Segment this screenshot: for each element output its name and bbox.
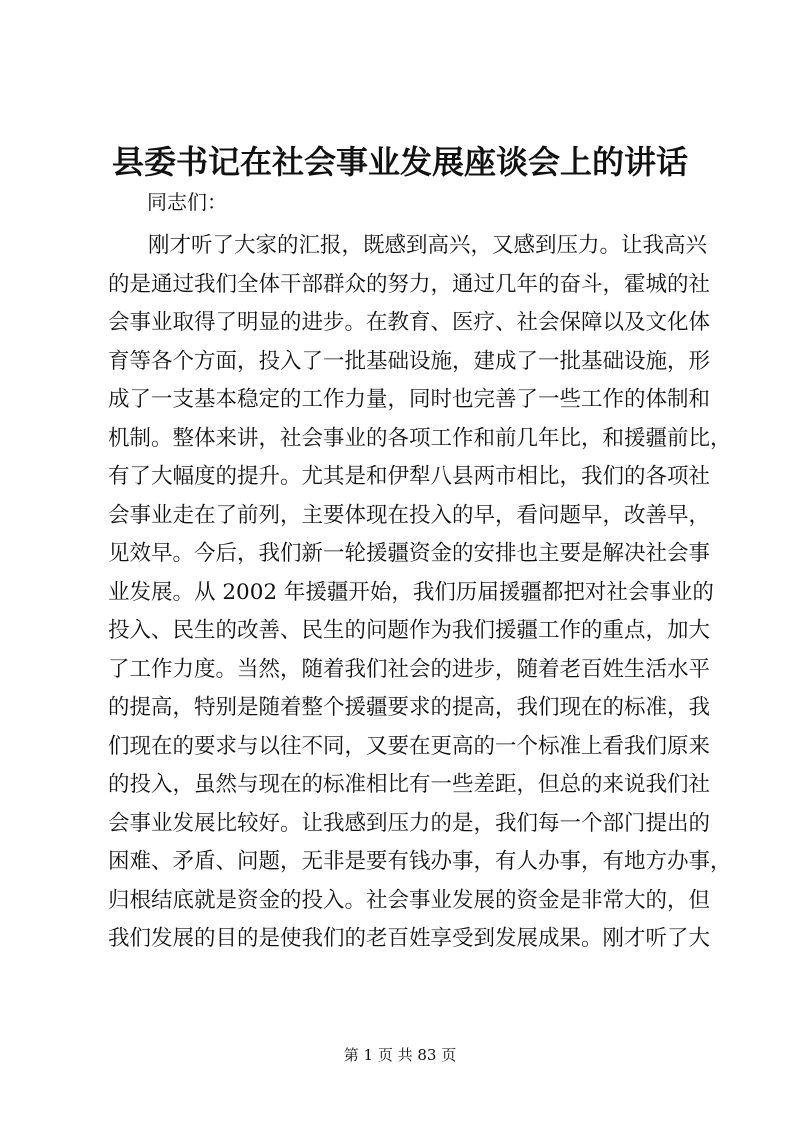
paragraph-line: 刚才听了大家的汇报，既感到高兴，又感到压力。让我高兴 (148, 233, 708, 258)
paragraph-line: 见效早。今后，我们新一轮援疆资金的安排也主要是解决社会事 (108, 541, 711, 566)
paragraph-line: 投入、民生的改善、民生的问题作为我们援疆工作的重点，加大 (108, 618, 711, 643)
paragraph-line: 我们发展的目的是使我们的老百姓享受到发展成果。刚才听了大 (108, 926, 711, 951)
paragraph-line: 会事业走在了前列，主要体现在投入的早，看问题早，改善早， (108, 502, 711, 528)
paragraph-line: 的投入，虽然与现在的标准相比有一些差距，但总的来说我们社 (108, 772, 711, 797)
paragraph-line: 的提高，特别是随着整个援疆要求的提高，我们现在的标准，我 (108, 695, 711, 720)
paragraph-line: 业发展。从 2002 年援疆开始，我们历届援疆都把对社会事业的 (108, 579, 714, 605)
body-paragraph (108, 227, 732, 959)
paragraph-line: 了工作力度。当然，随着我们社会的进步，随着老百姓生活水平 (108, 656, 711, 682)
page-footer: 第 1 页 共 83 页 (343, 1046, 457, 1064)
paragraph-line: 育等各个方面，投入了一批基础设施，建成了一批基础设施，形 (108, 348, 711, 374)
document-title: 县委书记在社会事业发展座谈会上的讲话 (111, 143, 688, 181)
paragraph-line: 会事业取得了明显的进步。在教育、医疗、社会保障以及文化体 (108, 310, 711, 335)
paragraph-line: 们现在的要求与以往不同，又要在更高的一个标准上看我们原来 (108, 733, 711, 759)
paragraph-line: 的是通过我们全体干部群众的努力，通过几年的奋斗，霍城的社 (108, 271, 711, 297)
paragraph-line: 困难、矛盾、问题，无非是要有钱办事，有人办事，有地方办事， (108, 849, 732, 874)
paragraph-line: 机制。整体来讲，社会事业的各项工作和前几年比，和援疆前比， (108, 425, 732, 451)
paragraph-line: 有了大幅度的提升。尤其是和伊犁八县两市相比，我们的各项社 (108, 464, 711, 489)
greeting: 同志们： (147, 190, 227, 214)
paragraph-line: 会事业发展比较好。让我感到压力的是，我们每一个部门提出的 (108, 810, 711, 836)
paragraph-line: 成了一支基本稳定的工作力量，同时也完善了一些工作的体制和 (108, 387, 711, 412)
paragraph-line: 归根结底就是资金的投入。社会事业发展的资金是非常大的，但 (108, 887, 711, 913)
